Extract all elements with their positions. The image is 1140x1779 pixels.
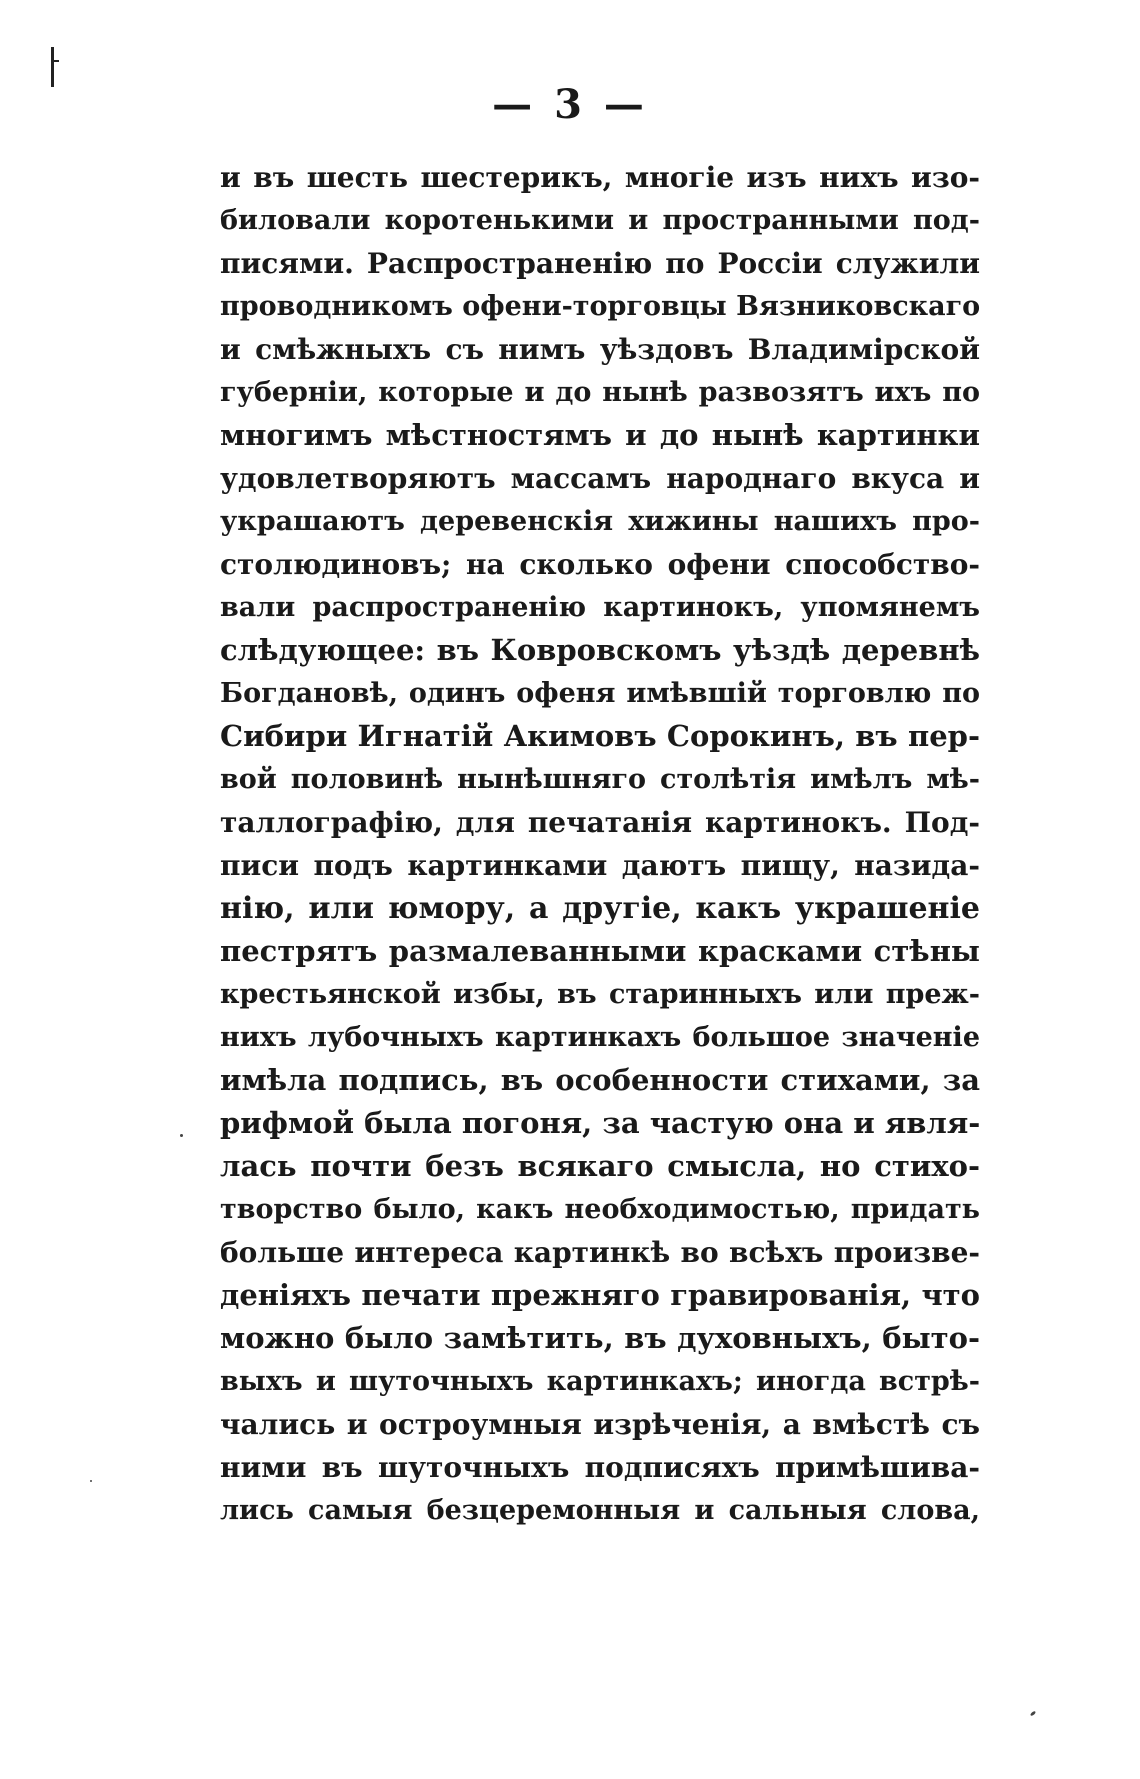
text-line: пестрятъ размалеванными красками стѣны bbox=[220, 934, 980, 968]
text-line: имѣла подпись, въ особенности стихами, за bbox=[220, 1063, 980, 1097]
ink-speck bbox=[1030, 1710, 1037, 1716]
text-line: биловали коротенькими и пространными под- bbox=[220, 205, 980, 236]
text-line: писями. Распространенію по Россіи служили bbox=[220, 247, 980, 280]
text-line: проводникомъ офени-торговцы Вязниковскаго bbox=[220, 291, 980, 322]
text-line: лись самыя безцеремонныя и сальныя слова, bbox=[220, 1495, 980, 1526]
text-line: столюдиновъ; на сколько офени способство- bbox=[220, 548, 980, 581]
text-line: больше интереса картинкѣ во всѣхъ произве- bbox=[220, 1236, 980, 1269]
ink-speck bbox=[180, 1134, 183, 1137]
text-line: Богдановѣ, одинъ офеня имѣвшій торговлю по bbox=[220, 678, 980, 709]
text-line: слѣдующее: въ Ковровскомъ уѣздѣ деревнѣ bbox=[220, 633, 980, 667]
text-line: выхъ и шуточныхъ картинкахъ; иногда встрѣ- bbox=[220, 1366, 980, 1397]
text-line: чались и остроумныя изрѣченія, а вмѣстѣ съ bbox=[220, 1408, 980, 1441]
text-line: деніяхъ печати прежняго гравированія, что bbox=[220, 1278, 980, 1312]
text-line: рифмой была погоня, за частую она и явля- bbox=[220, 1106, 980, 1140]
text-line: творство было, какъ необходимостью, придать bbox=[220, 1194, 980, 1225]
text-line: таллографію, для печатанія картинокъ. Под- bbox=[220, 806, 980, 839]
margin-mark-tick bbox=[51, 60, 59, 62]
text-line: крестьянской избы, въ старинныхъ или преж- bbox=[220, 979, 980, 1010]
text-line: и смѣжныхъ съ нимъ уѣздовъ Владимірской bbox=[220, 333, 980, 366]
text-line: нію, или юмору, а другіе, какъ украшеніе bbox=[220, 891, 980, 926]
text-line: вой половинѣ нынѣшняго столѣтія имѣлъ мѣ- bbox=[220, 764, 980, 795]
text-line: удовлетворяютъ массамъ народнаго вкуса и bbox=[220, 462, 980, 495]
text-line: Сибири Игнатій Акимовъ Сорокинъ, въ пер- bbox=[220, 719, 980, 753]
text-line: лась почти безъ всякаго смысла, но стихо- bbox=[220, 1149, 980, 1183]
page-number: — 3 — bbox=[492, 81, 648, 128]
text-line: и въ шесть шестерикъ, многіе изъ нихъ изо- bbox=[220, 161, 980, 194]
text-line: писи подъ картинками даютъ пищу, назида- bbox=[220, 849, 980, 882]
text-line: вали распространенію картинокъ, упомянемъ bbox=[220, 592, 980, 623]
text-line: губерніи, которые и до нынѣ развозятъ ихъ по bbox=[220, 377, 980, 408]
text-line: нихъ лубочныхъ картинкахъ большое значеніе bbox=[220, 1022, 980, 1053]
text-line: украшаютъ деревенскія хижины нашихъ про- bbox=[220, 506, 980, 537]
text-line: ними въ шуточныхъ подписяхъ примѣшива- bbox=[220, 1451, 980, 1484]
text-line: можно было замѣтить, въ духовныхъ, быто- bbox=[220, 1321, 980, 1355]
ink-speck bbox=[90, 1480, 92, 1482]
text-line: многимъ мѣстностямъ и до нынѣ картинки bbox=[220, 418, 980, 452]
body-text bbox=[220, 156, 980, 1532]
